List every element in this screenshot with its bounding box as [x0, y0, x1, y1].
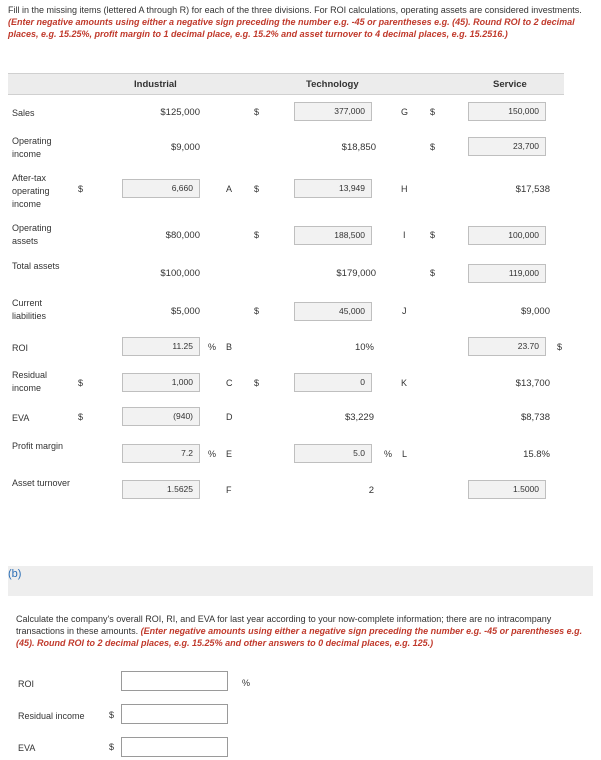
- operating-income-industrial: $9,000: [170, 142, 200, 153]
- letter-G: G: [401, 107, 409, 117]
- after-tax-ind-sym: $: [78, 184, 84, 194]
- table-header: [8, 73, 564, 95]
- roi-industrial-input[interactable]: 11.25: [122, 337, 200, 356]
- operating-assets-industrial: $80,000: [165, 230, 200, 241]
- after-tax-technology-input[interactable]: 13,949: [294, 179, 372, 198]
- operating-assets-service-sym: $: [430, 230, 436, 240]
- letter-H: H: [401, 184, 408, 194]
- row-label-profit-margin: Profit margin: [12, 441, 64, 451]
- part-b-eva-input[interactable]: [121, 737, 228, 757]
- sales-technology-input[interactable]: 377,000: [294, 102, 372, 121]
- row-label-operating-assets: Operating assets: [12, 223, 52, 246]
- roi-service-input[interactable]: 23.70: [468, 337, 546, 356]
- pm-service: 15.8%: [523, 449, 550, 460]
- row-label-operating-income: Operating income: [12, 136, 52, 159]
- row-label-current-liabilities: Current liabilities: [12, 298, 47, 321]
- total-assets-industrial: $100,000: [160, 268, 200, 279]
- letter-J: J: [402, 306, 407, 316]
- column-industrial: Industrial: [134, 79, 177, 90]
- current-liabilities-industrial: $5,000: [170, 306, 200, 317]
- roi-technology: 10%: [354, 342, 374, 353]
- sales-tech-sym: $: [254, 107, 260, 117]
- at-technology: 2: [368, 485, 374, 496]
- total-assets-technology: $179,000: [336, 268, 376, 279]
- ri-tech-sym: $: [254, 378, 260, 388]
- letter-I: I: [403, 230, 406, 240]
- total-assets-service-sym: $: [430, 268, 436, 278]
- instructions: [8, 4, 593, 40]
- pm-tech-pct: %: [384, 449, 393, 459]
- row-label-roi: ROI: [12, 343, 29, 353]
- total-assets-service-input[interactable]: 119,000: [468, 264, 546, 283]
- column-service: Service: [493, 79, 527, 90]
- part-b-ri-label: Residual income: [18, 711, 85, 721]
- after-tax-tech-sym: $: [254, 184, 260, 194]
- instructions-red: (Enter negative amounts using either a negative sign preceding the number e.g. -45 or parentheses e.g. (45). Round ROI to 2 decimal places, e.g. 15.25%, profit margin to 1 decimal place, e.g. 15.2% and asset turnover to 4 decimal places, e.g. 15.2516.): [8, 17, 575, 39]
- ri-ind-sym: $: [78, 378, 84, 388]
- part-b-ri-sym: $: [109, 710, 115, 720]
- column-technology: Technology: [306, 79, 359, 90]
- letter-C: C: [226, 378, 233, 388]
- letter-B: B: [226, 342, 233, 352]
- pm-industrial-input[interactable]: 7.2: [122, 444, 200, 463]
- part-b-roi-input[interactable]: [121, 671, 228, 691]
- ri-industrial-input[interactable]: 1,000: [122, 373, 200, 392]
- row-label-total-assets: Total assets: [12, 261, 60, 271]
- letter-K: K: [401, 378, 408, 388]
- row-label-asset-turnover: Asset turnover: [12, 478, 71, 488]
- ri-service: $13,700: [515, 378, 550, 389]
- after-tax-service: $17,538: [515, 184, 550, 195]
- operating-income-service-sym: $: [430, 142, 436, 152]
- letter-E: E: [226, 449, 233, 459]
- operating-assets-technology-input[interactable]: 188,500: [294, 226, 372, 245]
- ri-technology-input[interactable]: 0: [294, 373, 372, 392]
- part-b-label: (b): [8, 568, 22, 580]
- roi-ind-pct: %: [208, 342, 217, 352]
- part-b-roi-label: ROI: [18, 679, 35, 689]
- row-label-eva: EVA: [12, 413, 30, 423]
- part-b-instruction-main: Calculate the company's overall ROI, RI, and EVA for last year according to your now-complete information; there are no intracompany transactions in these amounts.: [16, 614, 552, 636]
- operating-income-service-input[interactable]: 23,700: [468, 137, 546, 156]
- sales-industrial: $125,000: [160, 107, 200, 118]
- part-b-instruction-red: (Enter negative amounts using either a negative sign preceding the number e.g. -45 or parentheses e.g. (45). Round ROI to 2 decimal places, e.g. 15.25% and other answers to 0 decimal places, e.g. 125.): [16, 626, 583, 648]
- row-label-after-tax: After-tax operating income: [12, 173, 50, 209]
- eva-ind-sym: $: [78, 412, 84, 422]
- at-industrial-input[interactable]: 1.5625: [122, 480, 200, 499]
- part-b-band: [8, 566, 593, 596]
- current-liabilities-tech-sym: $: [254, 306, 260, 316]
- current-liabilities-technology-input[interactable]: 45,000: [294, 302, 372, 321]
- letter-F: F: [226, 485, 232, 495]
- roi-service-pct: $: [557, 342, 563, 352]
- operating-assets-tech-sym: $: [254, 230, 260, 240]
- row-label-residual-income: Residual income: [12, 370, 48, 393]
- operating-income-technology: $18,850: [341, 142, 376, 153]
- operating-assets-service-input[interactable]: 100,000: [468, 226, 546, 245]
- part-b-ri-input[interactable]: [121, 704, 228, 724]
- pm-ind-pct: %: [208, 449, 217, 459]
- instructions-main: Fill in the missing items (lettered A through R) for each of the three divisions. For ROI calculations, operating assets are considered investments.: [8, 5, 582, 15]
- part-b-roi-unit: %: [242, 678, 251, 688]
- sales-service-sym: $: [430, 107, 436, 117]
- letter-D: D: [226, 412, 233, 422]
- part-b-instruction: [16, 613, 591, 649]
- letter-L: L: [402, 449, 408, 459]
- eva-industrial-input[interactable]: (940): [122, 407, 200, 426]
- sales-service-input[interactable]: 150,000: [468, 102, 546, 121]
- row-label-sales: Sales: [12, 108, 35, 118]
- at-service-input[interactable]: 1.5000: [468, 480, 546, 499]
- current-liabilities-service: $9,000: [520, 306, 550, 317]
- after-tax-industrial-input[interactable]: 6,660: [122, 179, 200, 198]
- eva-service: $8,738: [520, 412, 550, 423]
- part-b-eva-label: EVA: [18, 743, 36, 753]
- eva-technology: $3,229: [344, 412, 374, 423]
- letter-A: A: [226, 184, 233, 194]
- part-b-eva-sym: $: [109, 742, 115, 752]
- pm-technology-input[interactable]: 5.0: [294, 444, 372, 463]
